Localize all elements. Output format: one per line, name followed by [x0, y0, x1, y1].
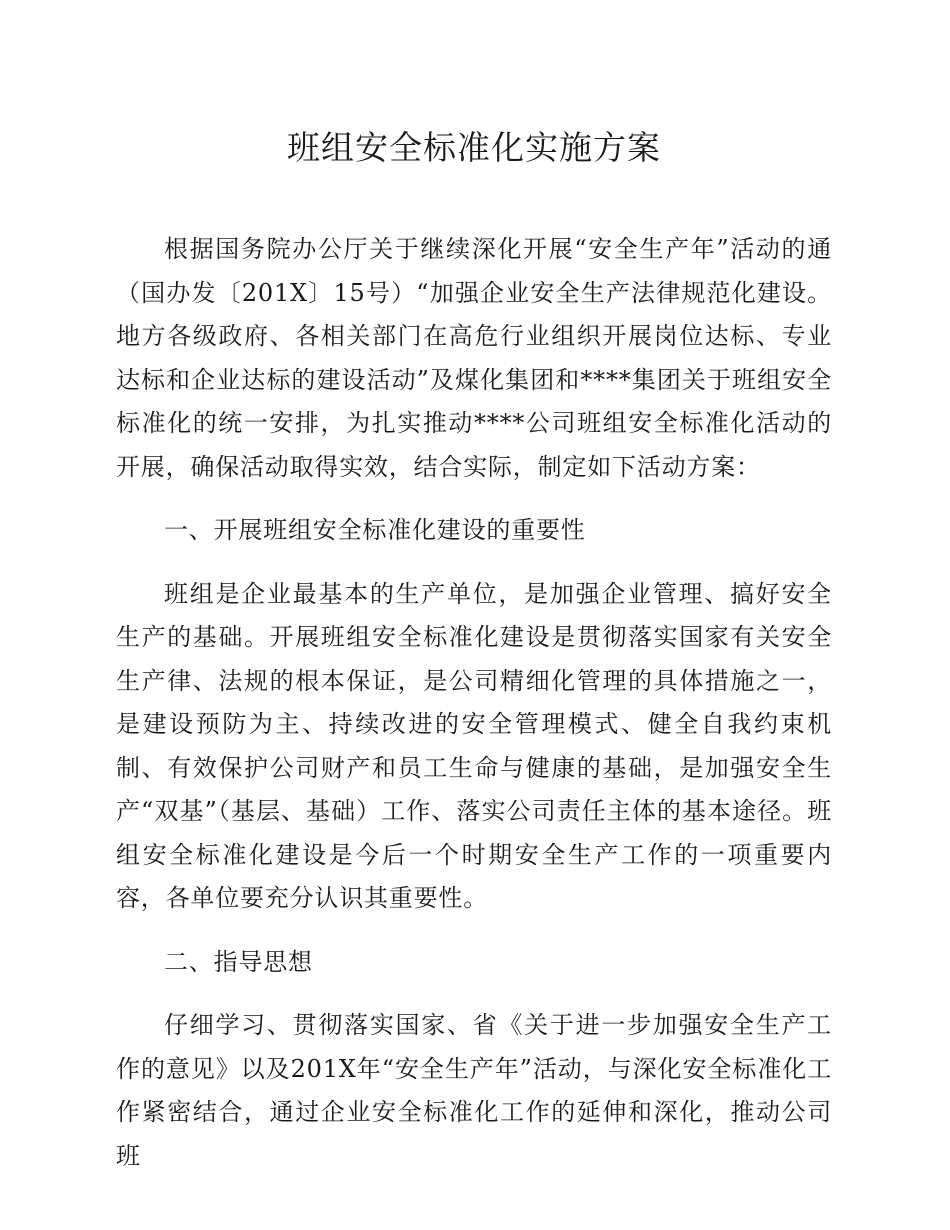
intro-paragraph: 根据国务院办公厅关于继续深化开展“安全生产年”活动的通（国办发〔201X〕15号）“加强企业安全生产法律规范化建设。地方各级政府、各相关部门在高危行业组织开展岗位达标、专业达标和企业达标的建设活动”及煤化集团和****集团关于班组安全标准化的统一安排，为扎实推动****公司班组安全标准化活动的开展，确保活动取得实效，结合实际，制定如下活动方案： — [116, 235, 832, 481]
paragraph-gap — [116, 921, 832, 941]
section-paragraph-importance: 班组是企业最基本的生产单位，是加强企业管理、搞好安全生产的基础。开展班组安全标准化建设是贯彻落实国家有关安全生产律、法规的根本保证，是公司精细化管理的具体措施之一，是建设预防为主、持续改进的安全管理模式、健全自我约束机制、有效保护公司财产和员工生命与健康的基础，是加强安全生产“双基”（基层、基础）工作、落实公司责任主体的基本途径。班组安全标准化建设是今后一个时期安全生产工作的一项重要内容，各单位要充分认识其重要性。 — [116, 579, 832, 912]
paragraph-gap — [116, 553, 832, 573]
paragraph-gap — [116, 489, 832, 509]
paragraph-gap — [116, 984, 832, 1004]
document-body — [116, 228, 832, 1178]
section-heading-importance: 一、开展班组安全标准化建设的重要性 — [164, 516, 586, 544]
document-title: 班组安全标准化实施方案 — [287, 128, 661, 167]
section-paragraph-guiding-ideology: 仔细学习、贯彻落实国家、省《关于进一步加强安全生产工作的意见》以及201X年“安全生产年”活动，与深化安全标准化工作紧密结合，通过企业安全标准化工作的延伸和深化，推动公司班 — [116, 1011, 832, 1170]
section-heading-guiding-ideology: 二、指导思想 — [164, 947, 313, 976]
